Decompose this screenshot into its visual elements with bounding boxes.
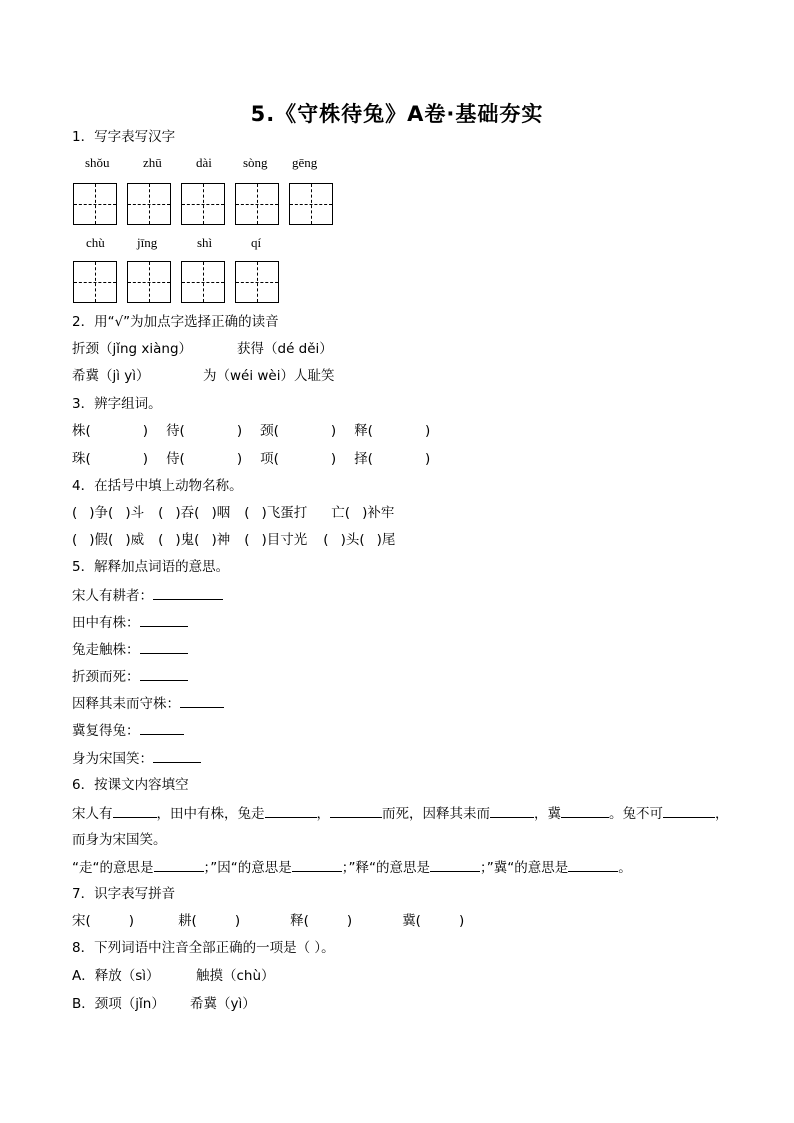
q2-item-a: 折颈（jǐng xiàng）: [72, 341, 193, 357]
q4-line-2: ( )假( )威 ( )鬼( )神 ( )目寸光 ( )头( )尾: [72, 532, 396, 548]
q7-heading: 7．识字表写拼音: [72, 886, 176, 902]
q5-item: 田中有株：: [72, 613, 188, 632]
page-title: 5.《守株待兔》A卷·基础夯实: [250, 102, 544, 126]
writing-grid[interactable]: [73, 183, 117, 225]
answer-blank[interactable]: [330, 804, 382, 818]
q6-line-2: 而身为宋国笑。: [72, 832, 167, 848]
q6-line-1: 宋人有 ，田中有株，兔走 ， 而死，因释其耒而 ，冀 。兔不可 ，: [72, 806, 729, 822]
pinyin-7: jīng: [137, 235, 158, 250]
pinyin-9: qí: [251, 235, 262, 250]
q8-option-b-word2: 希冀（yì）: [190, 996, 256, 1012]
q5-item: 因释其耒而守株：: [72, 694, 224, 713]
writing-grid[interactable]: [181, 183, 225, 225]
writing-grid[interactable]: [181, 261, 225, 303]
q4-line-1: ( )争( )斗 ( )吞( )咽 ( )飞蛋打 亡( )补牢: [72, 505, 395, 521]
answer-blank[interactable]: [140, 667, 188, 681]
q3-row-2: 珠( ) 侍( ) 项( ) 择( ): [72, 451, 431, 467]
q2-heading: 2．用“√”为加点字选择正确的读音: [72, 314, 279, 330]
answer-blank[interactable]: [663, 804, 715, 818]
q8-option-b[interactable]: B．颈项（jǐn）: [72, 996, 165, 1012]
answer-blank[interactable]: [561, 804, 609, 818]
writing-grid[interactable]: [127, 261, 171, 303]
answer-blank[interactable]: [113, 804, 157, 818]
q5-item: 冀复得兔：: [72, 721, 184, 740]
answer-blank[interactable]: [140, 613, 188, 627]
q4-heading: 4．在括号中填上动物名称。: [72, 478, 243, 494]
answer-blank[interactable]: [154, 858, 204, 872]
answer-blank[interactable]: [140, 640, 188, 654]
q3-row-1: 株( ) 待( ) 颈( ) 释( ): [72, 423, 431, 439]
answer-blank[interactable]: [265, 804, 317, 818]
answer-blank[interactable]: [292, 858, 342, 872]
q5-item: 身为宋国笑：: [72, 749, 201, 768]
pinyin-8: shì: [197, 235, 213, 250]
writing-grid[interactable]: [235, 183, 279, 225]
writing-grid[interactable]: [289, 183, 333, 225]
q5-heading: 5．解释加点词语的意思。: [72, 559, 230, 575]
answer-blank[interactable]: [153, 586, 223, 600]
pinyin-4: sòng: [243, 155, 268, 170]
answer-blank[interactable]: [430, 858, 480, 872]
answer-blank[interactable]: [180, 694, 224, 708]
writing-grid[interactable]: [235, 261, 279, 303]
q6-line-3: “走“的意思是 ；”因“的意思是 ；”释“的意思是 ；”冀“的意思是 。: [72, 860, 632, 876]
pinyin-3: dài: [196, 155, 212, 170]
pinyin-1: shǒu: [85, 155, 110, 170]
q8-option-a-word2: 触摸（chù）: [196, 968, 275, 984]
q2-item-b: 获得（dé děi）: [237, 341, 333, 357]
q2-item-d: 为（wéi wèi）人耻笑: [203, 368, 335, 384]
q5-item: 兔走触株：: [72, 640, 188, 659]
answer-blank[interactable]: [568, 858, 618, 872]
q5-item: 宋人有耕者：: [72, 586, 223, 605]
writing-grid[interactable]: [127, 183, 171, 225]
pinyin-2: zhū: [143, 155, 162, 170]
q8-heading: 8．下列词语中注音全部正确的一项是（ ）。: [72, 940, 335, 956]
q3-heading: 3．辨字组词。: [72, 396, 162, 412]
answer-blank[interactable]: [490, 804, 534, 818]
q8-option-a[interactable]: A．释放（sì）: [72, 968, 160, 984]
answer-blank[interactable]: [140, 721, 184, 735]
q1-heading: 1．写字表写汉字: [72, 129, 176, 145]
pinyin-6: chù: [86, 235, 105, 250]
q7-line: 宋( ) 耕( ) 释( ) 冀( ): [72, 913, 465, 929]
writing-grid[interactable]: [73, 261, 117, 303]
q5-item: 折颈而死：: [72, 667, 188, 686]
q6-heading: 6．按课文内容填空: [72, 777, 189, 793]
q2-item-c: 希冀（jì yì）: [72, 368, 150, 384]
answer-blank[interactable]: [153, 749, 201, 763]
pinyin-5: gēng: [292, 155, 318, 170]
